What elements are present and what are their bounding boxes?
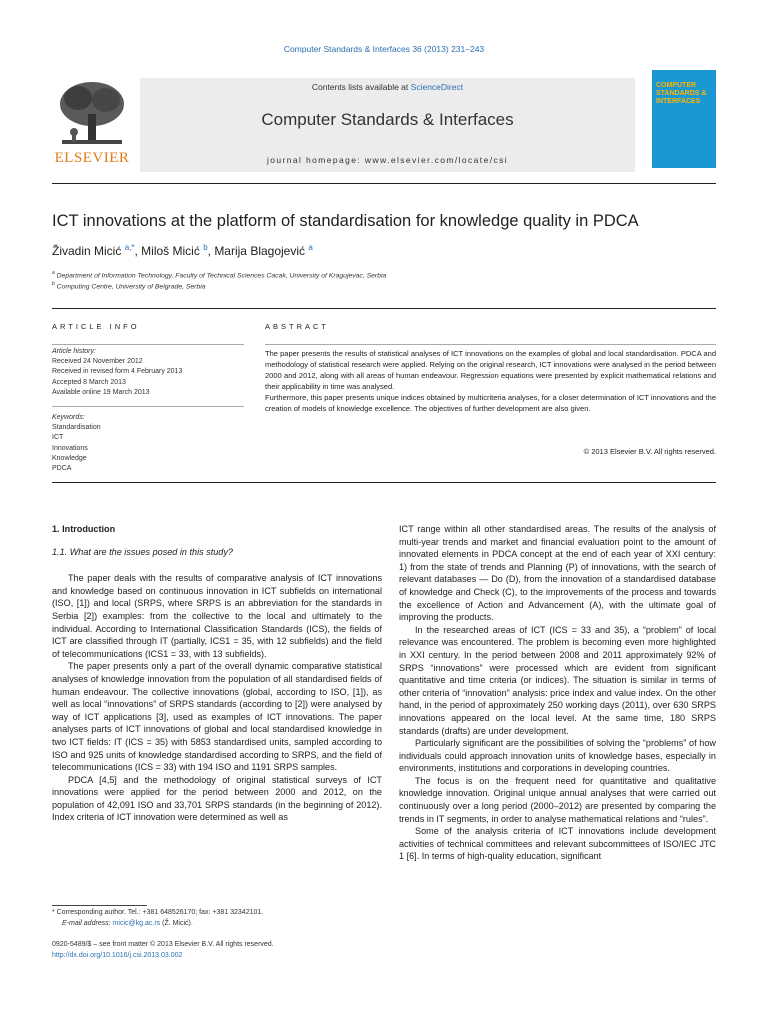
corresponding-author-text: * Corresponding author. Tel.: +381 648526170; fax: +381 32342101. xyxy=(52,909,264,916)
contents-line xyxy=(140,82,635,92)
body-paragraph: Particularly significant are the possibilities of solving the “problems” of how individuals could approach innovation units of knowledge bases, especially in environments, institutions and corporations in developing countries. xyxy=(399,738,716,774)
body-paragraph: The focus is on the frequent need for quantitative and qualitative knowledge innovation. Original unique annual analyses that were carried out continuously over a long period (2000–2012) are presented by comparing the trends in IT segments, in order to analyse mathematical relations and “rules”. xyxy=(399,775,716,824)
contents-prefix: Contents lists available at xyxy=(311,82,409,92)
author-affiliation-link[interactable]: b xyxy=(203,243,208,252)
body-column-left xyxy=(52,523,382,824)
body-paragraph: PDCA [4,5] and the methodology of original statistical surveys of ICT innovations were applied for the period between 2000 and 2012, on the population of 42,091 ISO and 33,701 SRPS standards (in the beginning of 2012). Index criteria of ICT innovation were determined as well as xyxy=(52,774,382,823)
article-info-separator xyxy=(52,406,244,407)
history-item: Available online 19 March 2013 xyxy=(52,388,150,396)
affiliation xyxy=(52,281,732,290)
footnote-rule xyxy=(52,905,147,906)
body-paragraph: In the researched areas of ICT (ICS = 33 and 35), a “problem” of local relevance was encountered. The problem is becoming even more highlighted in XXI century. In the period between 2008 and 2011 approximately 92% of SRPS “innovations” were processed which are evident from significant quantitative and time criteria (or indices). The situation is similar in terms of other criteria of “innovation” analysis: price index and value index. On the other hand, in the period of approximately 250 working days (2011), over 630 SRPS innovations appeared on the local level. At the same time, 180 SRPS standards (drafts) are under development. xyxy=(399,624,716,736)
corresponding-author-note xyxy=(52,908,382,929)
sciencedirect-link[interactable]: ScienceDirect xyxy=(410,82,464,92)
email-label: E-mail address: xyxy=(62,919,111,927)
author-name: Živadin Micić xyxy=(52,244,122,258)
keyword: PDCA xyxy=(52,465,72,473)
journal-homepage[interactable]: journal homepage: www.elsevier.com/locate/csi xyxy=(266,155,509,165)
issn-line: 0920-5489/$ – see front matter © 2013 Elsevier B.V. All rights reserved. xyxy=(52,941,274,948)
body-column-right xyxy=(399,523,716,863)
affiliation-marker: b xyxy=(52,281,55,287)
body-paragraph: The paper deals with the results of comparative analysis of ICT innovations and knowledge based on continuous innovation in ICT subfields on international (ISO, [1]) and local (SRPS, where SRPS is an abbreviation for the standards in Serbia [2]) examples: from the collective to the local and ultimately to the individual. According to International Classification Standards (ICS), the fields of ICT are classified through IT (partially, ICS1 = 35, with 12 subfields) and the field of telecommunications (ICS1 = 33, with 13 subfields). xyxy=(52,573,382,659)
keyword: Innovations xyxy=(52,444,88,452)
abstract-paragraph: The paper presents the results of statistical analyses of ICT innovations on the examples of global and local standardisation. PDCA and methodology of statistical research were applied. Relying on the original research, ICT innovations were analysed in the period between 2000 and 2012, along with all areas of human endeavour. Regression equations were presented by explicit mathematical relations and their applicability in time was analysed. xyxy=(265,349,716,391)
abstract-paragraph: Furthermore, this paper presents unique indices obtained by multicriteria analyses, for a closer determination of ICT innovations and the creation of models of knowledge excellence. The objectives of further development are also given. xyxy=(265,392,716,413)
history-label: Article history: xyxy=(52,348,96,355)
section-heading: 1. Introduction xyxy=(52,524,116,534)
history-item: Received 24 November 2012 xyxy=(52,358,143,366)
body-paragraph: ICT range within all other standardised areas. The results of the analysis of multi-year trends and market and financial evaluation point to the amount of innovated elements in PDCA concept at the end of each year of XXI century: 1) from the state of trends and Planning (P) of innovations, with the search of relevant databases — Do (D), from the innovation of a standardised database of knowledge and Check (C), to the improvements of the process and towards the excellence of Action and Advancement (A), with the ultimate goal of improving the products. xyxy=(399,524,716,623)
subsection-heading: 1.1. What are the issues posed in this study? xyxy=(52,546,233,557)
journal-title: Computer Standards & Interfaces xyxy=(261,110,514,129)
front-matter-meta xyxy=(52,940,382,961)
author-affiliation-link[interactable]: a xyxy=(308,243,313,252)
copyright-notice: © 2013 Elsevier B.V. All rights reserved. xyxy=(583,447,716,456)
publisher-wordmark: ELSEVIER xyxy=(54,150,130,166)
header-divider xyxy=(52,183,716,184)
keyword: Standardisation xyxy=(52,424,101,432)
affiliation-marker: a xyxy=(52,270,55,276)
author-name: Miloš Micić xyxy=(141,244,200,258)
affiliation-text: Computing Centre, University of Belgrade, Serbia xyxy=(56,283,206,291)
cover-title: COMPUTER STANDARDS & INTERFACES xyxy=(656,82,707,105)
journal-reference[interactable]: Computer Standards & Interfaces 36 (2013) 231–243 xyxy=(283,44,485,54)
affiliation xyxy=(52,270,732,279)
email-suffix: (Ž. Micić). xyxy=(162,919,193,927)
affiliation-text: Department of Information Technology, Faculty of Technical Sciences Cacak, University of Kragujevac, Serbia xyxy=(56,272,387,280)
keyword: Knowledge xyxy=(52,454,87,462)
body-paragraph: The paper presents only a part of the overall dynamic comparative statistical analyses of knowledge innovation from the population of all standardised fields of human endeavour. The collective innovations (global, according to ISO, [1]), as well as local “innovations” of SRPS standards (according to [2]) were analysed by way of ICT applications [3], used as examples of ICT innovations. The paper analyses parts of ICT innovations of global and local standardised knowledge in two ICT fields: IT (ICS = 35) with 5853 standardised units, sampled according to ISO and 925 units of knowledge standardised according to SRPS, and the field of telecommunications (ICS = 33) with 194 ISO and 1191 SRPS samples. xyxy=(52,661,382,773)
article-info-rule xyxy=(52,344,244,345)
abstract-divider xyxy=(52,482,716,483)
article-history xyxy=(52,347,244,398)
abstract-rule xyxy=(265,344,716,345)
body-paragraph: Some of the analysis criteria of ICT innovations include development activities of technical committees and relevant subcommittees of ISO/IEC JTC 1 [6]. In terms of high-quality education, significant xyxy=(399,826,716,862)
article-info-heading: ARTICLE INFO xyxy=(52,322,140,331)
doi-link[interactable]: http://dx.doi.org/10.1016/j.csi.2013.03.002 xyxy=(52,951,183,959)
abstract-body xyxy=(265,349,716,414)
author-affiliation-link[interactable]: a,* xyxy=(124,243,135,252)
keywords xyxy=(52,413,244,474)
keywords-label: Keywords: xyxy=(52,414,85,421)
author-name: Marija Blagojević xyxy=(214,244,306,258)
author-list: Živadin Micić $^{a,*}$, Miloš Micić $^b$, Marija Blagojević $^a$ xyxy=(52,243,313,258)
title-divider xyxy=(52,308,716,309)
history-item: Received in revised form 4 February 2013 xyxy=(52,368,183,376)
journal-cover-image xyxy=(652,70,716,168)
keyword: ICT xyxy=(52,434,64,442)
paper-title: ICT innovations at the platform of standardisation for knowledge quality in PDCA xyxy=(52,212,639,230)
history-item: Accepted 8 March 2013 xyxy=(52,378,126,386)
author-email-link[interactable]: micic@kg.ac.rs xyxy=(112,919,161,927)
abstract-heading: ABSTRACT xyxy=(265,322,330,331)
